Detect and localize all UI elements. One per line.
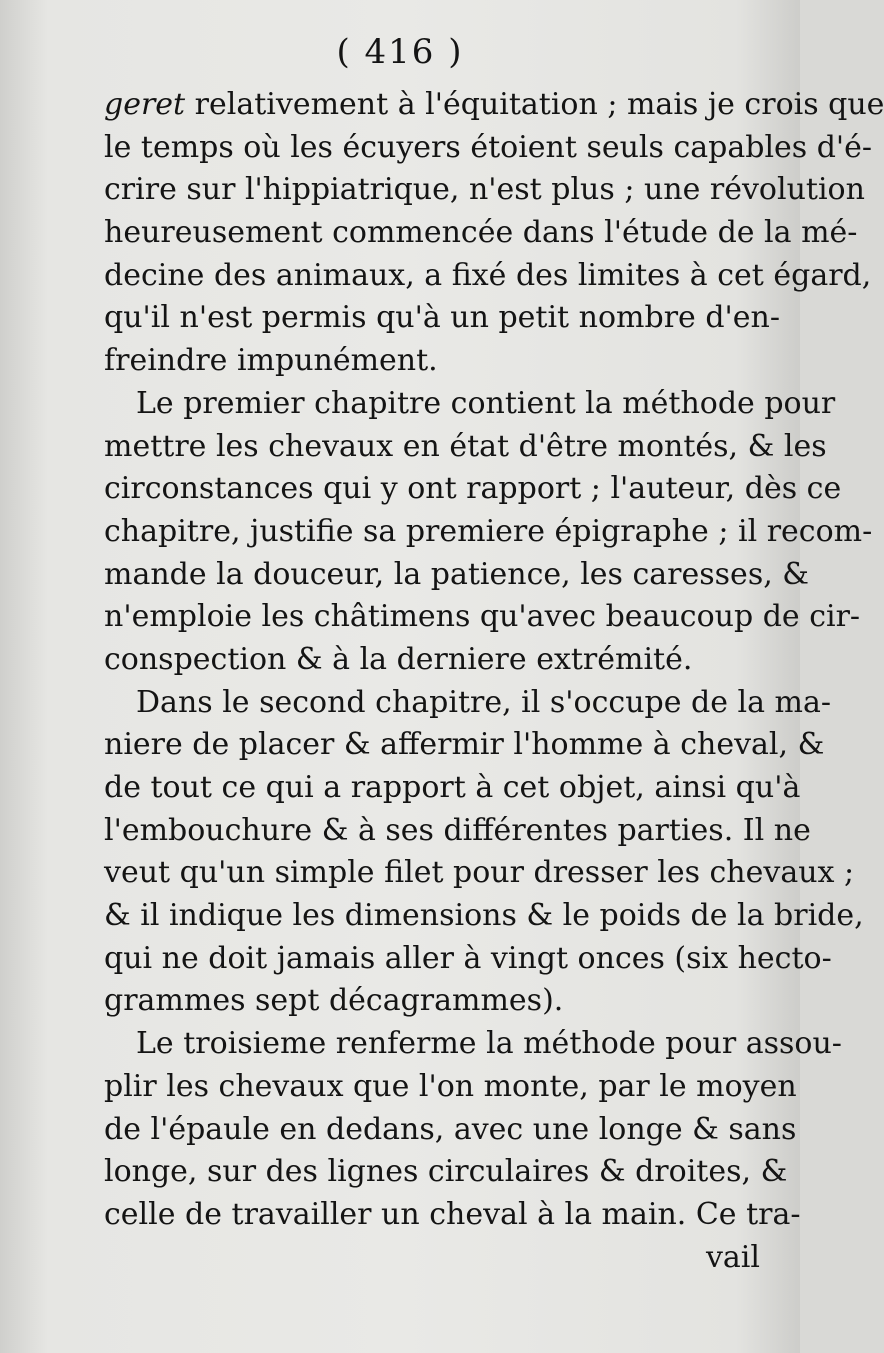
text-line: [104, 554, 809, 597]
text-line: [104, 852, 855, 895]
text-line: [104, 468, 842, 511]
line-text: le temps où les écuyers étoient seuls capables d'é-: [104, 129, 873, 165]
text-line: [104, 511, 873, 554]
line-text: l'embouchure & à ses différentes parties. Il ne: [104, 812, 811, 848]
text-line: [104, 212, 858, 255]
paragraph: [104, 1023, 842, 1236]
text-line: [104, 169, 865, 212]
text-line: [104, 340, 760, 383]
line-text: relativement à l'équitation ; mais je crois que: [185, 87, 884, 122]
line-text: mettre les chevaux en état d'être montés, & les: [104, 428, 827, 464]
line-text: Le premier chapitre contient la méthode pour: [136, 385, 836, 421]
line-text: longe, sur des lignes circulaires & droites, &: [104, 1154, 788, 1190]
line-text: crire sur l'hippiatrique, n'est plus ; une révolution: [104, 172, 865, 208]
text-line: [104, 383, 836, 426]
text-line: [104, 682, 832, 725]
text-line: [104, 724, 825, 767]
line-text: Le troisieme renferme la méthode pour assou-: [136, 1026, 842, 1062]
line-text: conspection & à la derniere extrémité.: [104, 641, 693, 677]
line-text: Dans le second chapitre, il s'occupe de la ma-: [136, 684, 832, 720]
line-text: veut qu'un simple filet pour dresser les chevaux ;: [104, 855, 855, 891]
line-text: de l'épaule en dedans, avec une longe & sans: [104, 1111, 797, 1147]
paragraph: [104, 682, 864, 1024]
line-text: qui ne doit jamais aller à vingt onces (six hecto-: [104, 940, 832, 976]
text-line: [104, 596, 861, 639]
line-text: mande la douceur, la patience, les caresses, &: [104, 556, 809, 592]
line-text: n'emploie les châtimens qu'avec beaucoup de cir-: [104, 599, 861, 635]
line-text: niere de placer & affermir l'homme à cheval, &: [104, 727, 825, 763]
text-line: [104, 895, 864, 938]
text-line: [104, 980, 760, 1023]
page-number: ( 416 ): [336, 32, 464, 72]
text-line: [104, 1194, 801, 1237]
text-line: [104, 639, 760, 682]
text-line: [104, 1109, 797, 1152]
text-line: [104, 297, 780, 340]
text-line: [104, 426, 827, 469]
line-text: celle de travailler un cheval à la main. Ce tra-: [104, 1196, 801, 1232]
text-line: [104, 127, 873, 170]
line-text: plir les chevaux que l'on monte, par le moyen: [104, 1068, 797, 1104]
text-line: [104, 1023, 842, 1066]
line-text: chapitre, justifie sa premiere épigraphe ; il recom-: [104, 513, 873, 549]
text-line: [104, 84, 884, 127]
line-text: decine des animaux, a fixé des limites à cet égard,: [104, 257, 872, 293]
text-body: [104, 84, 884, 1279]
text-line: [104, 255, 872, 298]
text-line: [104, 810, 811, 853]
line-text: circonstances qui y ont rapport ; l'auteur, dès ce: [104, 471, 842, 507]
text-line: [104, 938, 832, 981]
text-line: [104, 1066, 797, 1109]
line-text: freindre impunément.: [104, 343, 438, 379]
line-text: grammes sept décagrammes).: [104, 983, 564, 1019]
paragraph: [104, 383, 873, 682]
catchword: vail: [705, 1239, 760, 1275]
text-line: [104, 1151, 788, 1194]
paragraph: [104, 84, 884, 383]
italic-word: geret: [104, 87, 186, 122]
line-text: qu'il n'est permis qu'à un petit nombre d'en-: [104, 300, 780, 336]
line-text: heureusement commencée dans l'étude de la mé-: [104, 215, 858, 251]
line-text: & il indique les dimensions & le poids de la bride,: [104, 898, 864, 934]
line-text: de tout ce qui a rapport à cet objet, ainsi qu'à: [104, 770, 801, 805]
text-line: [104, 767, 801, 810]
